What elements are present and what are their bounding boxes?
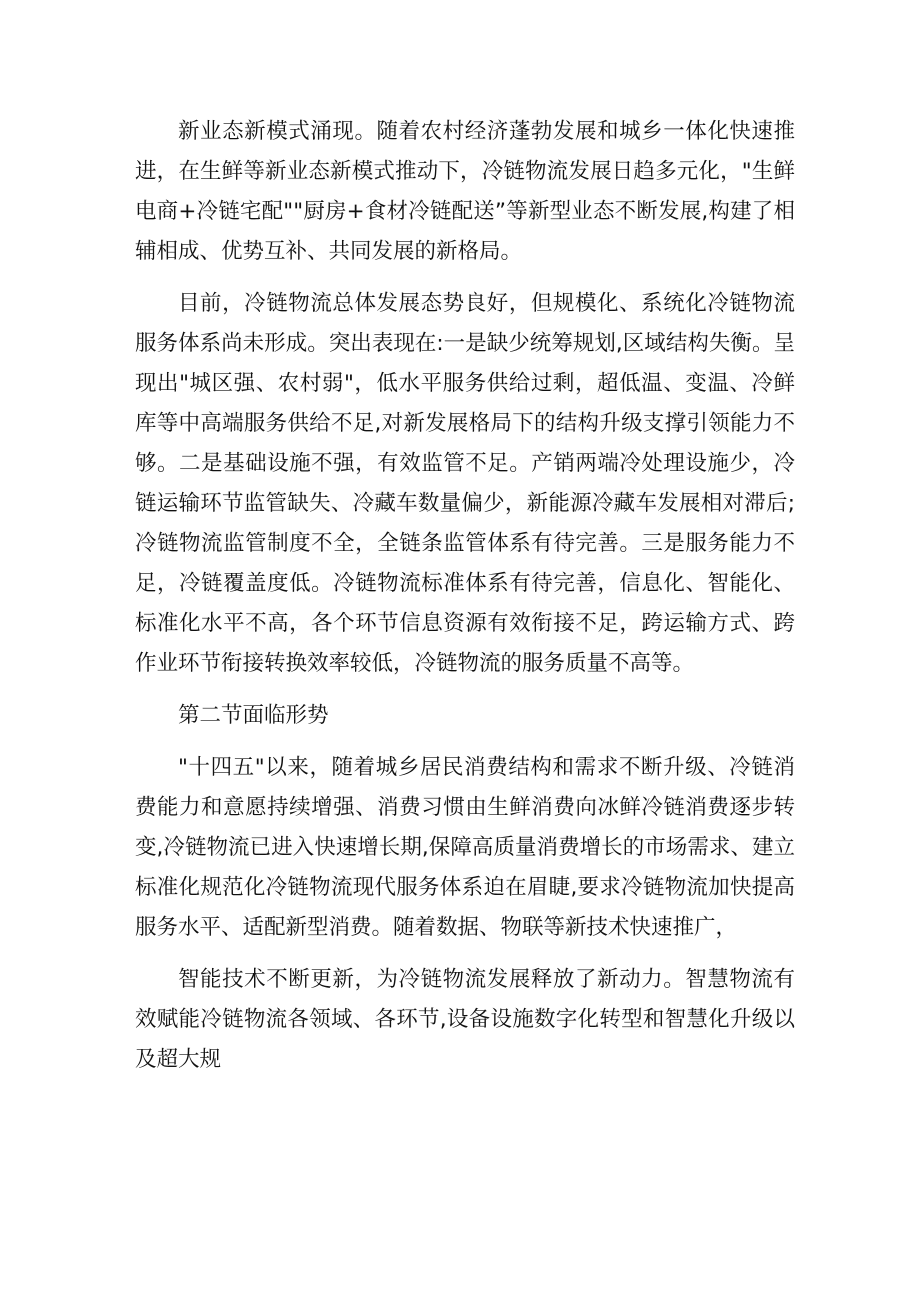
section-heading: 第二节面临形势 <box>178 703 329 728</box>
document-body <box>135 112 795 1092</box>
paragraph-smart-technology: 智能技术不断更新，为冷链物流发展释放了新动力。智慧物流有效赋能冷链物流各领域、各环节,设备设施数字化转型和智慧化升级以及超大规 <box>135 967 795 1072</box>
paragraph-fourteenth-five-year: "十四五"以来，随着城乡居民消费结构和需求不断升级、冷链消费能力和意愿持续增强、消费习惯由生鲜消费向冰鲜冷链消费逐步转变,冷链物流已进入快速增长期,保障高质量消费增长的市场需求、建立标准化规范化冷链物流现代服务体系迫在眉睫,要求冷链物流加快提高服务水平、适配新型消费。随着数据、物联等新技术快速推广， <box>135 755 795 940</box>
paragraph-current-situation: 目前，冷链物流总体发展态势良好，但规模化、系统化冷链物流服务体系尚未形成。突出表现在:一是缺少统筹规划,区域结构失衡。呈现出"城区强、农村弱"，低水平服务供给过剩，超低温、变温、冷鲜库等中高端服务供给不足,对新发展格局下的结构升级支撑引领能力不够。二是基础设施不强，有效监管不足。产销两端冷处理设施少，冷链运输环节监管缺失、冷藏车数量偏少，新能源冷藏车发展相对滞后;冷链物流监管制度不全，全链条监管体系有待完善。三是服务能力不足，冷链覆盖度低。冷链物流标准体系有待完善，信息化、智能化、标准化水平不高，各个环节信息资源有效衔接不足，跨运输方式、跨作业环节衔接转换效率较低，冷链物流的服务质量不高等。 <box>135 291 795 676</box>
paragraph-new-business-models: 新业态新模式涌现。随着农村经济蓬勃发展和城乡一体化快速推进，在生鲜等新业态新模式推动下，冷链物流发展日趋多元化，"生鲜电商+冷链宅配""厨房+食材冷链配送”等新型业态不断发展,构建了相辅相成、优势互补、共同发展的新格局。 <box>135 119 795 264</box>
